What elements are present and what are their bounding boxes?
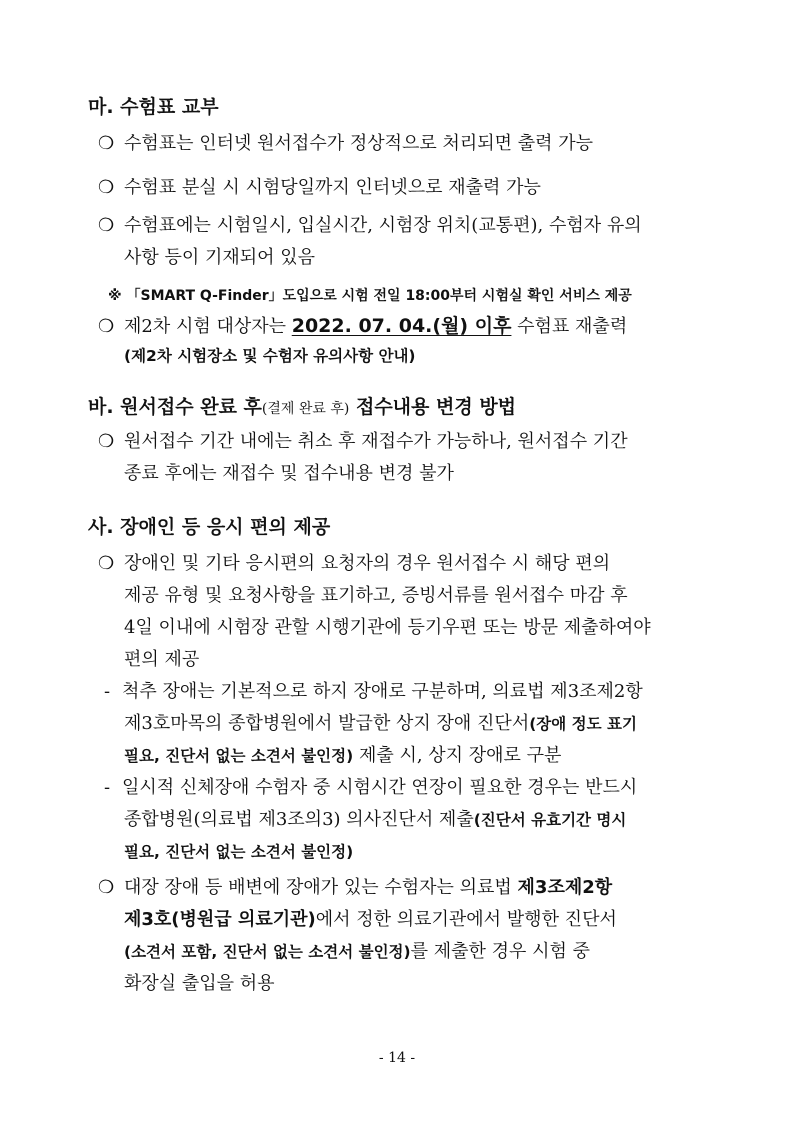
section-title-ma: 마. 수험표 교부 (88, 96, 219, 118)
sub-text: 제3호마목의 종합병원에서 발급한 상지 장애 진단서 (124, 713, 530, 734)
note-smart-q-finder: ※ 「SMART Q-Finder」도입으로 시험 전일 18:00부터 시험실 확인 서비스 제공 (108, 288, 632, 304)
list-item (98, 310, 627, 343)
bold-text: 필요, 진단서 없는 소견서 불인정) (124, 747, 354, 765)
list-item (98, 172, 541, 204)
list-item (98, 548, 610, 580)
bold-text: (소견서 포함, 진단서 없는 소견서 불인정) (124, 943, 411, 961)
list-item (98, 210, 642, 242)
sub-continuation (124, 708, 637, 740)
list-item (98, 872, 612, 904)
sub-list-item (104, 772, 637, 804)
circle-bullet-icon: ❍ (98, 877, 115, 898)
dash-bullet: - (104, 777, 111, 798)
bullet-text: 원서접수 기간 내에는 취소 후 재접수가 가능하나, 원서접수 기간 (124, 431, 628, 452)
heading-text: 접수내용 변경 방법 (349, 396, 517, 418)
bullet-text: 수험표 재출력 (511, 316, 628, 337)
reprint-date: 2022. 07. 04.(월) 이후 (291, 315, 512, 337)
circle-bullet-icon: ❍ (98, 215, 115, 236)
bullet-text: 제2차 시험 대상자는 (124, 316, 292, 337)
bullet-text: 장애인 및 기타 응시편의 요청자의 경우 원서접수 시 해당 편의 (124, 553, 611, 574)
page-number: - 14 - (378, 1050, 416, 1066)
sub-text: 제출 시, 상지 장애로 구분 (353, 745, 562, 766)
sub-text: 일시적 신체장애 수험자 중 시험시간 연장이 필요한 경우는 반드시 (122, 777, 638, 798)
sub-continuation (124, 836, 353, 868)
list-item (98, 128, 593, 160)
bold-text: (장애 정도 표기 (529, 715, 637, 733)
circle-bullet-icon: ❍ (98, 553, 115, 574)
bullet-text: 를 제출한 경우 시험 중 (410, 941, 590, 962)
heading-small-text: (결제 완료 후) (261, 401, 350, 417)
bullet-continuation (124, 340, 416, 372)
heading-text: 바. 원서접수 완료 후 (88, 396, 262, 418)
bold-text: 제3조제2항 (517, 877, 613, 898)
section-title-sa: 사. 장애인 등 응시 편의 제공 (88, 516, 331, 538)
sub-continuation (124, 740, 561, 772)
circle-bullet-icon: ❍ (98, 431, 115, 452)
sub-text: 종합병원(의료법 제3조의3) 의사진단서 제출 (124, 809, 474, 830)
bullet-text: 수험표에는 시험일시, 입실시간, 시험장 위치(교통편), 수험자 유의 (124, 215, 642, 236)
bold-text: 제3호(병원급 의료기관) (124, 909, 316, 930)
bold-text: 필요, 진단서 없는 소견서 불인정) (124, 843, 354, 861)
bullet-continuation (124, 936, 590, 968)
list-item (98, 426, 628, 458)
circle-bullet-icon: ❍ (98, 316, 115, 337)
bullet-continuation: 종료 후에는 재접수 및 접수내용 변경 불가 (124, 463, 454, 484)
bullet-continuation (124, 904, 617, 936)
section-title-ba (88, 392, 516, 419)
sub-continuation (124, 804, 626, 836)
bullet-continuation: 편의 제공 (124, 649, 200, 670)
sub-list-item (104, 676, 643, 708)
bold-text: (제2차 시험장소 및 수험자 유의사항 안내) (124, 347, 416, 365)
circle-bullet-icon: ❍ (98, 133, 115, 154)
dash-bullet: - (104, 681, 111, 702)
bullet-text: 수험표 분실 시 시험당일까지 인터넷으로 재출력 가능 (124, 177, 541, 198)
bullet-text: 수험표는 인터넷 원서접수가 정상적으로 처리되면 출력 가능 (124, 133, 594, 154)
sub-text: 척추 장애는 기본적으로 하지 장애로 구분하며, 의료법 제3조제2항 (122, 681, 643, 702)
bullet-continuation: 화장실 출입을 허용 (124, 973, 275, 994)
circle-bullet-icon: ❍ (98, 177, 115, 198)
bullet-text: 대장 장애 등 배변에 장애가 있는 수험자는 의료법 (124, 877, 518, 898)
bullet-continuation: 사항 등이 기재되어 있음 (124, 247, 316, 268)
bullet-continuation: 제공 유형 및 요청사항을 표기하고, 증빙서류를 원서접수 마감 후 (124, 585, 628, 606)
bullet-text: 에서 정한 의료기관에서 발행한 진단서 (315, 909, 617, 930)
bold-text: (진단서 유효기간 명시 (473, 811, 627, 829)
bullet-continuation: 4일 이내에 시험장 관할 시행기관에 등기우편 또는 방문 제출하여야 (124, 617, 651, 638)
